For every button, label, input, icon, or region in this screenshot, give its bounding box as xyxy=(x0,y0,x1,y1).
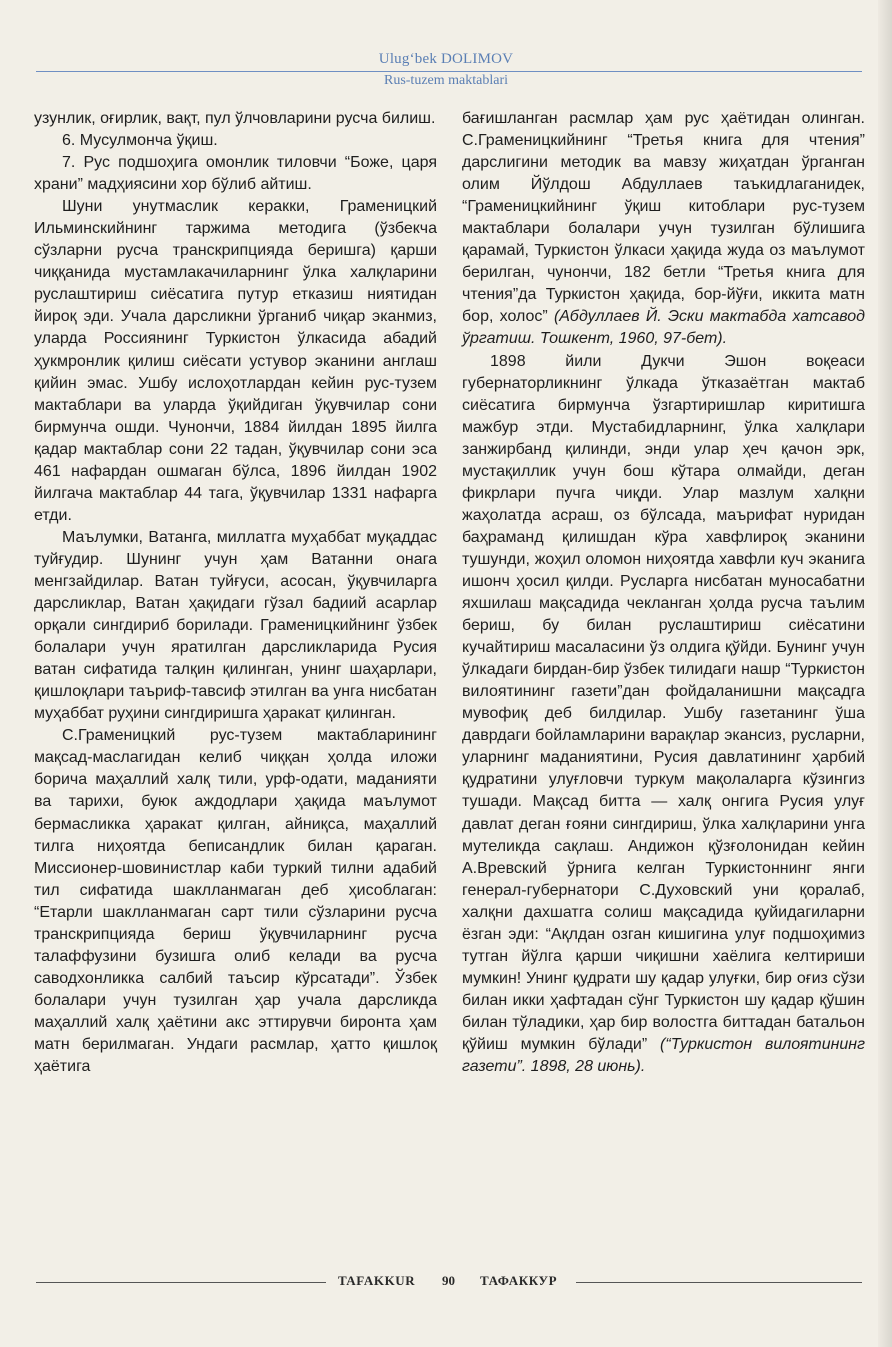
citation: (Абдуллаев Й. Эски мактабда хатсавод ўргатиш. Тошкент, 1960, 97-бет). xyxy=(462,308,866,348)
page-edge xyxy=(878,0,892,1347)
paragraph-text: Шуни унутмаслик керакки, Граменицкий Ильминскийнинг таржима методига (ўзбекча сўзларни русча транскрипцияда беришга) қарши чиққанида мустамлакачиларнинг ўлка халқларини руслаштириш сиёсатига путур етказиш ниятидан йироқ эди. Учала дарсликни ўрганиб чиқар эканмиз, уларда Россиянинг Туркистон ўлкасида абадий ҳукмронлик қилиш сиёсати устувор эканини англаш қийин эмас. Ушбу ислоҳотлардан кейин рус-тузем мактаблари ва уларда ўқийдиган ўқувчилар сони бирмунча ошди. Чунончи, 1884 йилдан 1895 йилга қадар мактаблар сони 22 тадан, ўқувчилар сони эса 461 нафардан ошмаган бўлса, 1896 йилдан 1902 йилгача мактаблар 44 тага, ўқувчилар 1331 нафарга етди. xyxy=(34,198,437,524)
paragraph-text: 1898 йили Дукчи Эшон воқеаси губернаторликнинг ўлкада ўтказаётган мактаб сиёсатига бирмунча ўзгартиришлар киритишга мажбур этди. Мустабидларнинг, ўлка халқлари занжирбанд қилинди, энди улар ҳеч қачон эрк, мустақиллик учун бош кўтара олмайди, деган фикрлари пучга чиқди. Улар мазлум халқни жаҳолатда асраш, оз бўлсада, маърифат нуридан баҳраманд қилишдан кўра хавфлироқ эканини тушунди, жоҳил оломон ниҳоятда хавфли куч эканига ишонч ҳосил қилди. Русларга нисбатан муносабатни яхшилаш мақсадида чекланган ҳолда русча таълим бериш, бу билан руслаштириш сиёсатини кучайтириш масаласини ўз олдига қўйди. Бунинг учун ўлкадаги бирдан-бир ўзбек тилидаги нашр “Туркистон вилоятининг газети”дан фойдаланишни мақсадга мувофиқ деб билдилар. Ушбу газетанинг ўша даврдаги бойламларини варақлар экансиз, русларни, уларнинг маданиятини, Русия давлатининг ҳарбий қудратини улуғловчи туркум мақолаларга кўзингиз тушади. Мақсад битта — халқ онгига Русия улуғ давлат деган ғояни сингдириш, ўлка халқларини унга мутеликда сақлаш. Андижон қўзғолонидан кейин А.Вревский ўрнига келган Туркистоннинг янги генерал-губернатори С.Духовский уни қоралаб, халқни дахшатга солиш мақсадида қуйидагиларни ёзган эди: “Ақлдан озган кишигина улуғ подшоҳимиз тутган йўлга қарши чиқишни хаёлига келтириши мумкин! Унинг қудрати шу қадар улуғки, бир оғиз сўзи билан икки ҳафтадан сўнг Туркистон шу қадар қўшин билан тўладики, ҳар бир волостга биттадан батальон қўйиш мумкин бўлади” xyxy=(462,352,865,1053)
paragraph-text: 7. Рус подшоҳига омонлик тиловчи “Боже, царя храни” мадҳиясини хор бўлиб айтиш. xyxy=(34,154,437,194)
right-text-column xyxy=(462,108,865,1078)
paragraph-text: 6. Мусулмонча ўқиш. xyxy=(62,132,218,150)
footer-rule-right xyxy=(576,1282,862,1283)
paragraph xyxy=(462,351,865,1079)
paragraph-text: Маълумки, Ватанга, миллатга муҳаббат муқаддас туйғудир. Шунинг учун ҳам Ватанни онага менгзайдилар. Ватан туйғуси, асосан, ўқувчиларга дарсликлар, Ватан ҳақидаги гўзал бадиий асарлар орқали сингдириб борилади. Граменицкийнинг ўзбек болалари учун яратилган дарсликларида Русия ватан сифатида талқин қилинган, унинг шаҳарлари, қишлоқлари таъриф-тавсиф этилган ва унга нисбатан муҳаббат руҳини сингдиришга ҳаракат қилинган. xyxy=(34,528,437,723)
paragraph xyxy=(34,130,437,152)
paragraph xyxy=(34,152,437,196)
paragraph xyxy=(34,527,437,725)
footer-rule-left xyxy=(36,1282,326,1283)
page-number: 90 xyxy=(442,1273,455,1288)
paragraph xyxy=(34,196,437,527)
running-header xyxy=(0,50,892,90)
header-rule xyxy=(36,71,862,72)
paragraph xyxy=(34,725,437,1078)
paragraph-text: бағишланган расмлар ҳам рус ҳаётидан олинган. С.Граменицкийнинг “Третья книга для чтения” дарслигини методик ва мавзу жиҳатдан ўрганган олим Йўлдош Абдуллаев таъкидлаганидек, “Граменицкийнинг ўқиш китоблари рус-тузем мактаблари болалари учун тузилган бўлишига қарамай, Туркистон ўлкаси ҳақида жуда оз маълумот берилган, чунончи, 182 бетли “Третья книга для чтения”да Туркистон ҳақида, бор-йўғи, иккита матн бор, холос” xyxy=(462,110,865,326)
paragraph-text: узунлик, оғирлик, вақт, пул ўлчовларини русча билиш. xyxy=(34,110,436,127)
citation: (“Туркистон вилоятининг газети”. 1898, 28 июнь). xyxy=(462,1035,865,1076)
header-author: Ulug‘bek DOLIMOV xyxy=(378,51,514,67)
paragraph xyxy=(34,108,437,130)
page-footer xyxy=(36,1273,862,1293)
paragraph xyxy=(462,108,865,351)
footer-journal-latin: TAFAKKUR xyxy=(338,1273,416,1288)
left-text-column xyxy=(34,108,437,1078)
footer-journal-cyrillic: ТАФАККУР xyxy=(480,1273,558,1288)
header-section-title: Rus-tuzem maktablari xyxy=(383,73,509,88)
paragraph-text: С.Граменицкий рус-тузем мактабларининг мақсад-маслагидан келиб чиққан ҳолда иложи борича маҳаллий халқ тили, урф-одати, маданияти ва тарихи, буюк аждодлари ҳақида маълумот бермасликка ҳаракат қилган, айниқса, маҳаллий тилга ниҳоятда беписандлик билан қараган. Миссионер-шовинистлар каби туркий тилни адабий тил сифатида шаклланмаган деб ҳисоблаган: “Етарли шаклланмаган сарт тили сўзларини русча транскрипцияда бериш ўқувчиларнинг русча талаффузини бузишга олиб келади ва русча саводхонликка салбий таъсир кўрсатади”. Ўзбек болалари учун тузилган ҳар учала дарсликда маҳаллий халқ ҳаётини акс эттирувчи биронта ҳам матн берилмаган. Ундаги расмлар, ҳатто қишлоқ ҳаётига xyxy=(34,727,437,1076)
